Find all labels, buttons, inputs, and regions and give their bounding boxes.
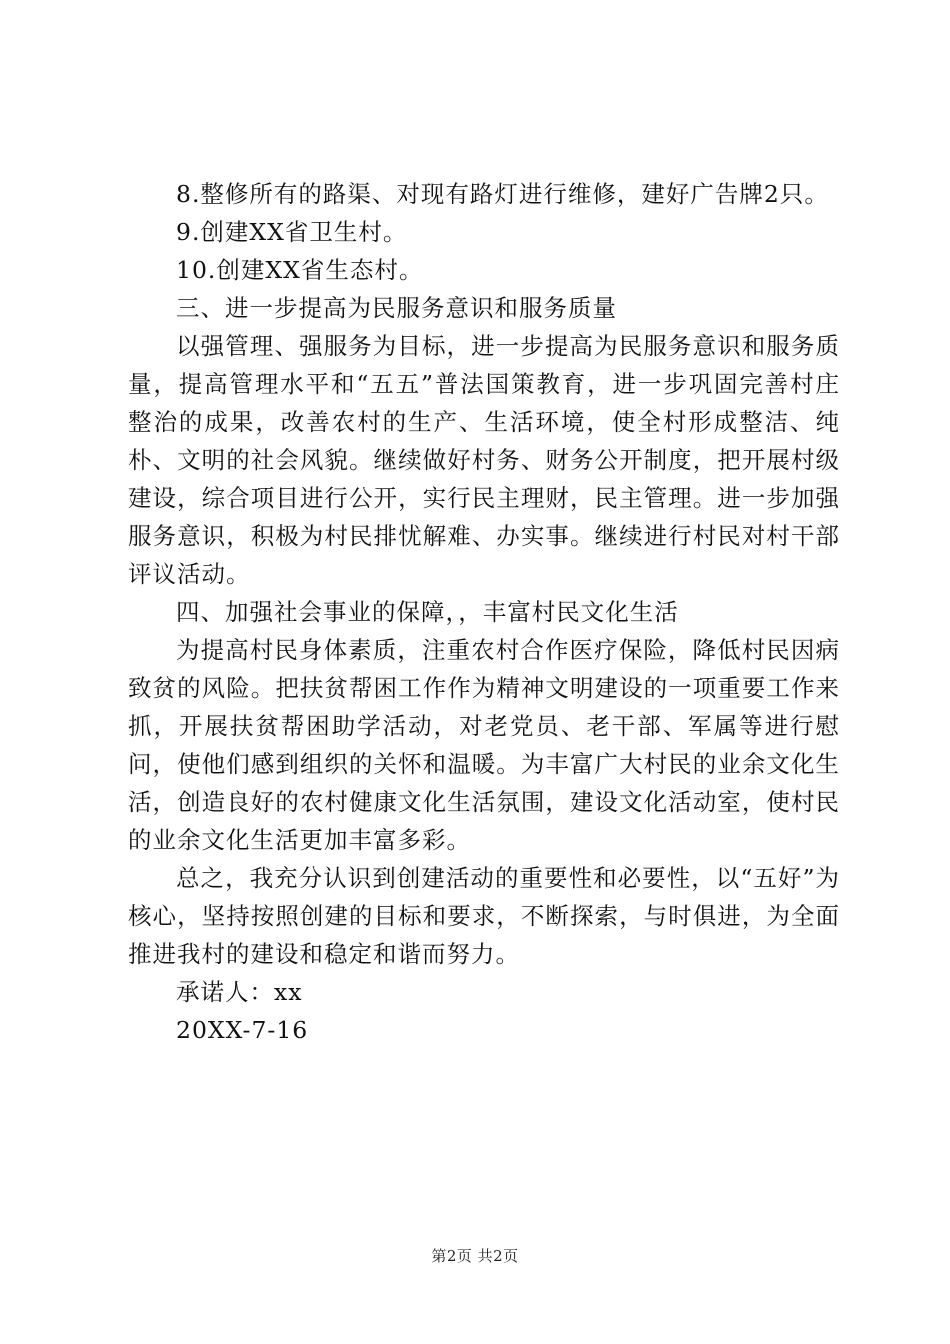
paragraph-section-3-body: 以强管理、强服务为目标，进一步提高为民服务意识和服务质量，提高管理水平和“五五”普法国策教育，进一步巩固完善村庄整治的成果，改善农村的生产、生活环境，使全村形成整洁、纯朴、文明的社会风貌。继续做好村务、财务公开制度，把开展村级建设，综合项目进行公开，实行民主理财，民主管理。进一步加强服务意识，积极为村民排忧解难、办实事。继续进行村民对村干部评议活动。	[128, 332, 840, 588]
paragraph-item-9: 9.创建XX省卫生村。	[176, 218, 408, 246]
date-line: 20XX-7-16	[176, 1016, 309, 1044]
paragraph-section-4-body: 为提高村民身体素质，注重农村合作医疗保险，降低村民因病致贫的风险。把扶贫帮困工作作为精神文明建设的一项重要工作来抓，开展扶贫帮困助学活动，对老党员、老干部、军属等进行慰问，使他们感到组织的关怀和温暖。为丰富广大村民的业余文化生活，创造良好的农村健康文化生活氛围，建设文化活动室，使村民的业余文化生活更加丰富多彩。	[128, 636, 840, 854]
paragraph-item-10: 10.创建XX省生态村。	[176, 256, 424, 284]
section-heading-3: 三、进一步提高为民服务意识和服务质量	[176, 294, 617, 322]
section-heading-4: 四、加强社会事业的保障，，丰富村民文化生活	[176, 598, 679, 626]
document-body	[128, 175, 840, 1049]
paragraph-conclusion: 总之，我充分认识到创建活动的重要性和必要性，以“五好”为核心，坚持按照创建的目标和要求，不断探索，与时俱进，为全面推进我村的建设和稳定和谐而努力。	[128, 864, 840, 968]
signature-line: 承诺人：xx	[176, 978, 303, 1006]
page-number-footer: 第2页 共2页	[431, 1247, 519, 1265]
paragraph-item-8: 8.整修所有的路渠、对现有路灯进行维修，建好广告牌2只。	[176, 180, 829, 208]
